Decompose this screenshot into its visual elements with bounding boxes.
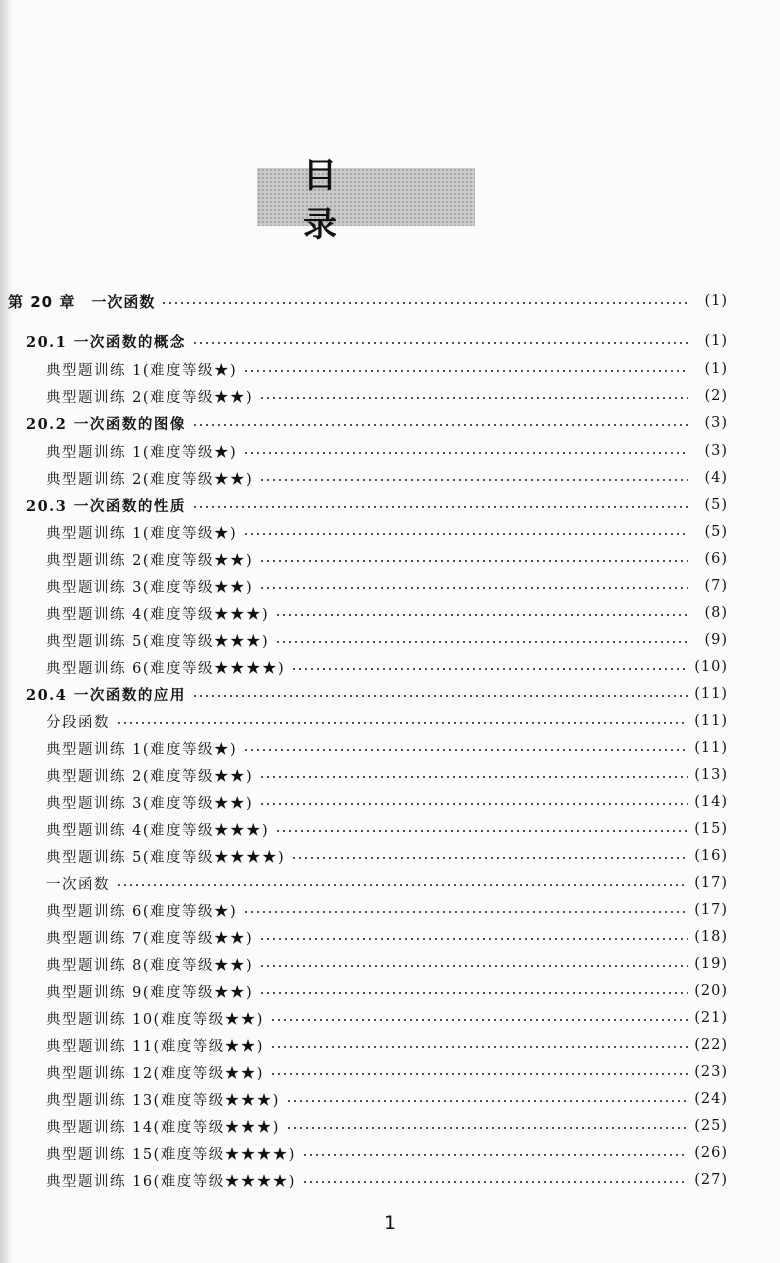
toc-dot-leader (291, 668, 688, 670)
toc-entry-page: (19) (694, 956, 728, 972)
toc-dot-leader (270, 1073, 688, 1075)
toc-entry-label: 典型题训练 3(难度等级★★) (46, 795, 254, 812)
toc-entry[interactable] (46, 1167, 728, 1193)
toc-entry-page: (10) (694, 659, 728, 675)
toc-dot-leader (275, 614, 688, 616)
toc-entry[interactable] (46, 1032, 728, 1058)
toc-dot-leader (259, 803, 688, 805)
toc-entry[interactable] (46, 1086, 728, 1112)
toc-entry-label: 典型题训练 16(难度等级★★★★) (46, 1173, 296, 1190)
toc-entry-label: 分段函数 (46, 714, 110, 731)
toc-entry-label: 典型题训练 8(难度等级★★) (46, 957, 254, 974)
toc-entry[interactable] (46, 789, 728, 815)
toc-entry[interactable] (46, 924, 728, 950)
toc-entry-label: 典型题训练 7(难度等级★★) (46, 930, 254, 947)
toc-entry-label: 典型题训练 9(难度等级★★) (46, 984, 254, 1001)
toc-entry[interactable] (8, 288, 728, 314)
toc-entry-label: 典型题训练 1(难度等级★) (46, 362, 238, 379)
toc-entry-label: 典型题训练 5(难度等级★★★★) (46, 849, 286, 866)
toc-dot-leader (259, 965, 688, 967)
toc-entry-page: (3) (704, 415, 728, 431)
toc-entry-page: (1) (704, 333, 728, 349)
toc-dot-leader (192, 424, 688, 426)
toc-entry-page: (22) (694, 1037, 728, 1053)
toc-entry[interactable] (46, 708, 728, 734)
toc-entry[interactable] (46, 843, 728, 869)
toc-entry-page: (21) (694, 1010, 728, 1026)
toc-entry[interactable] (46, 735, 728, 761)
toc-entry-label: 典型题训练 10(难度等级★★) (46, 1011, 264, 1028)
toc-dot-leader (192, 695, 688, 697)
toc-dot-leader (243, 911, 688, 913)
toc-dot-leader (286, 1100, 688, 1102)
toc-dot-leader (302, 1154, 688, 1156)
toc-dot-leader (302, 1181, 688, 1183)
toc-entry[interactable] (46, 573, 728, 599)
toc-entry[interactable] (46, 816, 728, 842)
toc-entry[interactable] (46, 1059, 728, 1085)
toc-entry[interactable] (46, 654, 728, 680)
toc-entry-page: (3) (704, 443, 728, 459)
toc-entry-page: (9) (704, 632, 728, 648)
toc-entry-page: (11) (694, 686, 728, 702)
toc-entry[interactable] (46, 897, 728, 923)
toc-title-box (257, 156, 475, 245)
toc-dot-leader (275, 641, 688, 643)
toc-entry[interactable] (26, 681, 728, 707)
toc-entry-label: 20.4 一次函数的应用 (26, 686, 186, 704)
toc-dot-leader (192, 342, 688, 344)
toc-entry[interactable] (46, 951, 728, 977)
toc-dot-leader (243, 533, 688, 535)
toc-entry-page: (23) (694, 1064, 728, 1080)
toc-dot-leader (259, 992, 688, 994)
toc-entry-label: 典型题训练 2(难度等级★★) (46, 471, 254, 488)
toc-entry[interactable] (46, 600, 728, 626)
toc-entry[interactable] (46, 1113, 728, 1139)
toc-entry-label: 典型题训练 12(难度等级★★) (46, 1065, 264, 1082)
toc-dot-leader (243, 370, 688, 372)
toc-entry[interactable] (46, 627, 728, 653)
toc-entry[interactable] (46, 356, 728, 382)
toc-entry-label: 20.3 一次函数的性质 (26, 497, 186, 515)
toc-dot-leader (270, 1046, 688, 1048)
page-spine-shadow (0, 0, 14, 1263)
toc-dot-leader (286, 1127, 688, 1129)
toc-dot-leader (116, 884, 688, 886)
toc-dot-leader (291, 857, 688, 859)
toc-entry-page: (11) (694, 740, 728, 756)
toc-entry[interactable] (46, 465, 728, 491)
toc-dot-leader (270, 1019, 688, 1021)
toc-entry-page: (1) (704, 293, 728, 309)
toc-entry-label: 典型题训练 1(难度等级★) (46, 525, 238, 542)
toc-entry-label: 典型题训练 11(难度等级★★) (46, 1038, 264, 1055)
toc-entry[interactable] (26, 492, 728, 518)
toc-entry-page: (11) (694, 713, 728, 729)
toc-entry-label: 20.2 一次函数的图像 (26, 415, 186, 433)
toc-dot-leader (259, 479, 688, 481)
toc-entry-page: (1) (704, 361, 728, 377)
toc-entry-label: 典型题训练 3(难度等级★★) (46, 579, 254, 596)
toc-entry-label: 典型题训练 6(难度等级★★★★) (46, 660, 286, 677)
toc-entry-page: (27) (694, 1172, 728, 1188)
toc-entry[interactable] (26, 410, 728, 436)
toc-entry[interactable] (46, 978, 728, 1004)
toc-entry-label: 典型题训练 4(难度等级★★★) (46, 606, 270, 623)
toc-entry-page: (15) (694, 821, 728, 837)
toc-entry-page: (13) (694, 767, 728, 783)
toc-entry-page: (20) (694, 983, 728, 999)
toc-entry-page: (4) (704, 470, 728, 486)
toc-entry-label: 典型题训练 4(难度等级★★★) (46, 822, 270, 839)
toc-dot-leader (259, 938, 688, 940)
toc-entry-page: (14) (694, 794, 728, 810)
toc-entry[interactable] (26, 328, 728, 354)
toc-entry-page: (5) (704, 524, 728, 540)
toc-dot-leader (275, 830, 688, 832)
toc-entry-page: (25) (694, 1118, 728, 1134)
toc-dot-leader (243, 452, 688, 454)
toc-entry-label: 典型题训练 2(难度等级★★) (46, 552, 254, 569)
toc-entry-page: (5) (704, 497, 728, 513)
toc-entry-label: 第 20 章 一次函数 (8, 292, 156, 311)
toc-dot-leader (259, 776, 688, 778)
toc-entry[interactable] (46, 383, 728, 409)
toc-entry-label: 典型题训练 14(难度等级★★★) (46, 1119, 280, 1136)
toc-entry-label: 典型题训练 1(难度等级★) (46, 444, 238, 461)
page-number: 1 (383, 1212, 397, 1234)
toc-entry-page: (17) (694, 875, 728, 891)
toc-entry-page: (6) (704, 551, 728, 567)
toc-entry[interactable] (46, 438, 728, 464)
toc-dot-leader (192, 506, 688, 508)
toc-dot-leader (259, 397, 688, 399)
toc-dot-leader (259, 587, 688, 589)
toc-entry[interactable] (46, 546, 728, 572)
toc-entry-label: 典型题训练 5(难度等级★★★) (46, 633, 270, 650)
toc-entry-page: (7) (704, 578, 728, 594)
toc-entry-page: (2) (704, 388, 728, 404)
toc-entry-label: 典型题训练 15(难度等级★★★★) (46, 1146, 296, 1163)
toc-entry-page: (8) (704, 605, 728, 621)
toc-entry-page: (26) (694, 1145, 728, 1161)
toc-entry-label: 典型题训练 2(难度等级★★) (46, 389, 254, 406)
toc-dot-leader (259, 560, 688, 562)
toc-entry[interactable] (46, 870, 728, 896)
toc-dot-leader (161, 302, 688, 304)
toc-entry-label: 典型题训练 6(难度等级★) (46, 903, 238, 920)
toc-entry[interactable] (46, 1005, 728, 1031)
toc-entry-page: (18) (694, 929, 728, 945)
toc-dot-leader (116, 722, 688, 724)
toc-entry[interactable] (46, 1140, 728, 1166)
toc-entry[interactable] (46, 519, 728, 545)
toc-entry-label: 20.1 一次函数的概念 (26, 333, 186, 351)
toc-entry-page: (24) (694, 1091, 728, 1107)
toc-entry-page: (16) (694, 848, 728, 864)
toc-title: 目 录 (303, 156, 383, 245)
toc-entry-page: (17) (694, 902, 728, 918)
toc-dot-leader (243, 749, 688, 751)
toc-entry-label: 典型题训练 13(难度等级★★★) (46, 1092, 280, 1109)
toc-entry-label: 一次函数 (46, 876, 110, 893)
toc-entry[interactable] (46, 762, 728, 788)
toc-entry-label: 典型题训练 1(难度等级★) (46, 741, 238, 758)
toc-entry-label: 典型题训练 2(难度等级★★) (46, 768, 254, 785)
